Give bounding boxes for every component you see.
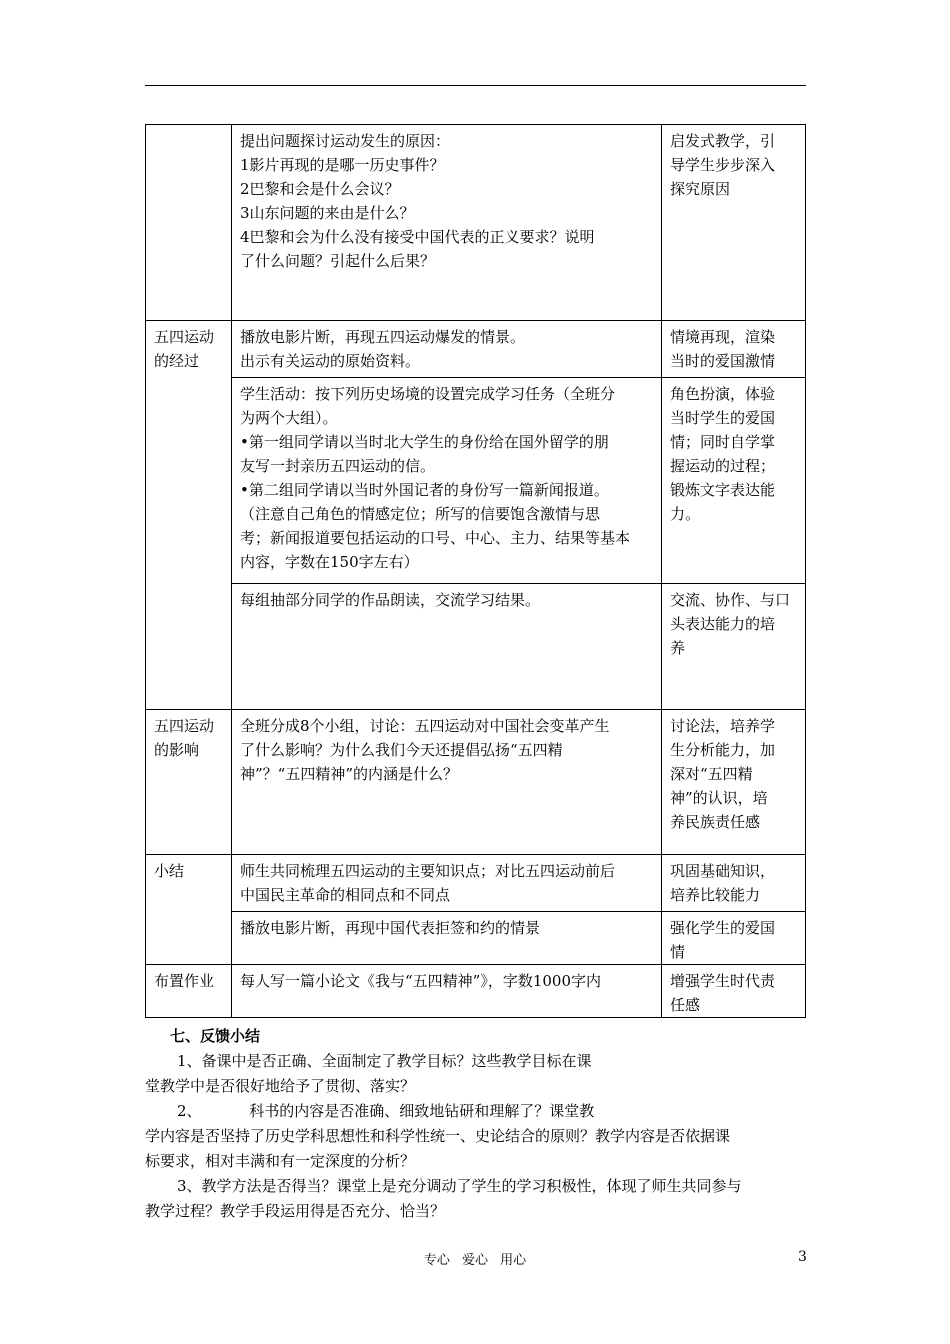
table-row: [146, 912, 806, 965]
topic-cell: 五四运动 的影响: [146, 710, 232, 855]
paragraph-line: 堂教学中是否很好地给予了贯彻、落实？: [145, 1077, 416, 1095]
activity-cell: 播放电影片断，再现五四运动爆发的情景。 出示有关运动的原始资料。: [232, 321, 662, 378]
activity-cell: 每组抽部分同学的作品朗读，交流学习结果。: [232, 584, 662, 710]
activity-cell: 师生共同梳理五四运动的主要知识点；对比五四运动前后 中国民主革命的相同点和不同点: [232, 855, 662, 912]
table-row: [146, 584, 806, 710]
topic-cell: 五四运动 的经过: [146, 321, 232, 710]
intent-cell: 强化学生的爱国 情: [662, 912, 806, 965]
footer-motto: 专心 爱心 用心: [423, 1253, 527, 1268]
feedback-section: [145, 1024, 811, 1224]
table-row: [146, 321, 806, 378]
section-title: 七、反馈小结: [170, 1027, 261, 1045]
paragraph-line: 学内容是否坚持了历史学科思想性和科学性统一、史论结合的原则？教学内容是否依据课: [145, 1127, 731, 1145]
paragraph-line: 标要求，相对丰满和有一定深度的分析？: [145, 1152, 416, 1170]
table-row: [146, 965, 806, 1018]
topic-cell: [146, 125, 232, 321]
intent-cell: 增强学生时代责 任感: [662, 965, 806, 1018]
intent-cell: 启发式教学，引 导学生步步深入 探究原因: [662, 125, 806, 321]
intent-cell: 情境再现，渲染 当时的爱国激情: [662, 321, 806, 378]
paragraph-line: 1、备课中是否正确、全面制定了教学目标？这些教学目标在课: [177, 1052, 592, 1070]
paragraph-line: 教学过程？教学手段运用得是否充分、恰当？: [145, 1202, 446, 1220]
activity-cell: 学生活动：按下列历史场境的设置完成学习任务（全班分 为两个大组）。 •第一组同学请以当时北大学生的身份给在国外留学的朋 友写一封亲历五四运动的信。 •第二组同学请以当时外国记者的身份写一篇新闻报道。 （注意自己角色的情感定位；所写的信要饱含激情与思 考；新闻报道要包括运动的口号、中心、主力、结果等基本 内容，字数在150字左右）: [232, 378, 662, 584]
topic-cell: 布置作业: [146, 965, 232, 1018]
table-row: [146, 710, 806, 855]
lesson-plan-table: [145, 124, 806, 1018]
table-row: [146, 125, 806, 321]
table-row: [146, 855, 806, 912]
topic-cell: 小结: [146, 855, 232, 965]
intent-cell: 角色扮演，体验 当时学生的爱国 情；同时自学掌 握运动的过程； 锻炼文字表达能 力。: [662, 378, 806, 584]
intent-cell: 讨论法，培养学 生分析能力，加 深对“五四精 神”的认识，培 养民族责任感: [662, 710, 806, 855]
activity-cell: 提出问题探讨运动发生的原因： 1影片再现的是哪一历史事件？ 2巴黎和会是什么会议？ 3山东问题的来由是什么？ 4巴黎和会为什么没有接受中国代表的正义要求？说明 了什么问题？引起什么后果？: [232, 125, 662, 321]
activity-cell: 播放电影片断，再现中国代表拒签和约的情景: [232, 912, 662, 965]
intent-cell: 巩固基础知识， 培养比较能力: [662, 855, 806, 912]
paragraph-line: 3、教学方法是否得当？课堂上是充分调动了学生的学习积极性，体现了师生共同参与: [177, 1177, 742, 1195]
intent-cell: 交流、协作、与口 头表达能力的培 养: [662, 584, 806, 710]
header-rule: [145, 85, 806, 86]
activity-cell: 全班分成8个小组，讨论：五四运动对中国社会变革产生 了什么影响？为什么我们今天还提倡弘扬“五四精 神”？“五四精神”的内涵是什么？: [232, 710, 662, 855]
activity-cell: 每人写一篇小论文《我与“五四精神”》，字数1000字内: [232, 965, 662, 1018]
table-row: [146, 378, 806, 584]
paragraph-line: 2、 科书的内容是否准确、细致地钻研和理解了？课堂教: [177, 1102, 595, 1120]
page-number: 3: [798, 1249, 807, 1265]
